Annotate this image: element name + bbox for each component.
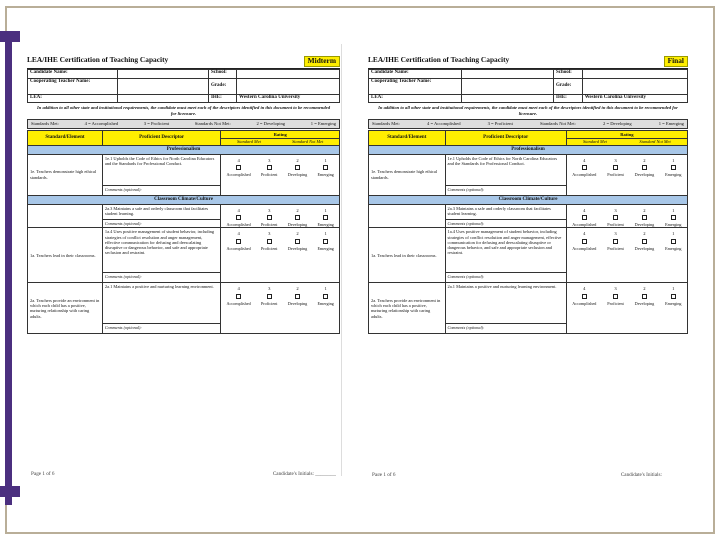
- rating-number: 2: [643, 207, 646, 213]
- standard-cell: [369, 204, 446, 228]
- scale-not-met-label: Standards Not Met:: [539, 121, 576, 127]
- standard-cell: 1e. Teachers demonstrate high ethical standards.: [369, 154, 446, 195]
- footer-page-number: Page 1 of 6: [372, 471, 396, 476]
- rating-number: 1: [324, 207, 327, 213]
- descriptor-cell: [102, 204, 221, 228]
- header-descriptor: Proficient Descriptor: [102, 130, 221, 145]
- rating-number: 3: [614, 207, 617, 213]
- rating-checkbox[interactable]: [236, 294, 241, 299]
- rating-option: [635, 158, 655, 178]
- rating-option: [288, 158, 308, 178]
- rating-number: 4: [583, 231, 586, 237]
- rating-checkbox[interactable]: [671, 215, 676, 220]
- scale-1: 1 = Emerging: [310, 121, 336, 127]
- section-title: Professionalism: [28, 145, 340, 154]
- comments-field[interactable]: Comments (optional):: [103, 185, 221, 195]
- rating-checkbox[interactable]: [236, 215, 241, 220]
- scale-1: 1 = Emerging: [658, 121, 684, 127]
- rating-number: 2: [296, 286, 299, 292]
- descriptor-cell: [102, 154, 221, 195]
- rating-word: Developing: [634, 300, 655, 306]
- rating-word: Accomplished: [572, 172, 597, 178]
- header-standard: Standard/Element: [369, 130, 446, 145]
- rubric-row: [28, 204, 340, 228]
- rating-option: [288, 231, 308, 251]
- rating-checkbox[interactable]: [267, 215, 272, 220]
- rating-word: Developing: [287, 300, 308, 306]
- rating-checkbox[interactable]: [642, 294, 647, 299]
- comments-field[interactable]: Comments (optional):: [103, 323, 221, 333]
- descriptor-text: 1e.1 Upholds the Code of Ethics for North Carolina Educators and the Standards for Professional Conduct.: [447, 155, 558, 167]
- rating-checkbox[interactable]: [267, 239, 272, 244]
- form-badge: Midterm: [304, 56, 340, 67]
- rating-word: Accomplished: [572, 222, 597, 228]
- rubric-table: [368, 130, 688, 334]
- rating-option: [572, 286, 596, 306]
- rating-word: Emerging: [665, 172, 682, 178]
- standard-cell: [28, 204, 103, 228]
- page-footer: [27, 471, 340, 476]
- rating-checkbox[interactable]: [642, 215, 647, 220]
- rating-number: 1: [672, 286, 675, 292]
- ihe-value: Western Carolina University: [237, 94, 340, 103]
- descriptor-text: 1e.1 Upholds the Code of Ethics for North Carolina Educators and the Standards for Professional Conduct.: [104, 155, 215, 167]
- candidate-info-table: [368, 69, 688, 103]
- rating-option: [317, 286, 333, 306]
- descriptor-cell: [445, 154, 566, 195]
- cooperating-teacher-label: Cooperating Teacher Name:: [369, 78, 462, 94]
- rating-number: 3: [614, 231, 617, 237]
- scale-2: 2 = Developing: [603, 121, 632, 127]
- descriptor-cell: [445, 283, 566, 334]
- form-titlebar: [27, 44, 340, 64]
- form-badge: Final: [664, 56, 688, 67]
- rating-option: [317, 231, 333, 251]
- rubric-row: [369, 283, 688, 334]
- rating-checkbox[interactable]: [295, 239, 300, 244]
- rating-option: [607, 158, 624, 178]
- standard-cell: 1a. Teachers lead in their classrooms.: [369, 228, 446, 283]
- accent-bar-left: [5, 31, 12, 505]
- rating-checkbox[interactable]: [323, 215, 328, 220]
- instructions: In addition to all other state and institutional requirements, the candidate must meet each of the descriptors identified in this document to be recommended for licensure.: [37, 105, 330, 116]
- rating-word: Accomplished: [572, 245, 597, 251]
- rating-word: Accomplished: [226, 172, 251, 178]
- page-footer: [368, 472, 688, 476]
- rating-word: Accomplished: [226, 222, 251, 228]
- rating-word: Proficient: [260, 245, 278, 251]
- lea-label: LEA:: [369, 94, 462, 103]
- rating-number: 2: [643, 231, 646, 237]
- rating-option: [635, 231, 655, 251]
- rating-checkbox[interactable]: [642, 165, 647, 170]
- cooperating-teacher-field[interactable]: [461, 78, 554, 94]
- rating-cell: [566, 228, 687, 283]
- rating-number: 2: [643, 286, 646, 292]
- rating-number: 3: [268, 286, 271, 292]
- rating-cell: [221, 154, 340, 195]
- rating-checkbox[interactable]: [613, 215, 618, 220]
- rubric-table: [27, 130, 340, 334]
- page-divider: [341, 44, 342, 476]
- descriptor-cell: [102, 228, 221, 283]
- rating-checkbox[interactable]: [323, 239, 328, 244]
- descriptor-cell: [102, 283, 221, 334]
- rating-checkbox[interactable]: [323, 165, 328, 170]
- rating-word: Developing: [287, 245, 308, 251]
- rating-number: 4: [237, 231, 240, 237]
- scale-3: 3 = Proficient: [487, 121, 513, 127]
- header-descriptor: Proficient Descriptor: [445, 130, 566, 145]
- rating-word: Proficient: [607, 300, 624, 306]
- rating-option: [317, 158, 333, 178]
- rating-number: 2: [296, 157, 299, 163]
- form-title: LEA/IHE Certification of Teaching Capacity: [368, 55, 510, 64]
- header-rating: Rating: [221, 130, 340, 139]
- rubric-row: [28, 283, 340, 334]
- standard-cell: 1a. Teachers lead in their classrooms.: [28, 228, 103, 283]
- rating-checkbox[interactable]: [295, 215, 300, 220]
- accent-bar-bottom: [0, 486, 20, 497]
- rating-number: 1: [324, 286, 327, 292]
- footer-page-number: Page 1 of 6: [31, 470, 55, 476]
- rating-word: Emerging: [665, 222, 682, 228]
- rating-number: 4: [237, 207, 240, 213]
- rating-checkbox[interactable]: [582, 165, 587, 170]
- rating-option: [665, 231, 681, 251]
- rating-number: 4: [583, 157, 586, 163]
- grade-label: Grade:: [554, 78, 583, 94]
- header-rating: Rating: [566, 130, 687, 139]
- ihe-label: IHE:: [554, 94, 583, 103]
- header-standard-not-met: Standard Not Met: [292, 139, 324, 145]
- rating-word: Accomplished: [226, 300, 251, 306]
- comments-field[interactable]: Comments (optional):: [446, 323, 566, 333]
- rating-checkbox[interactable]: [236, 239, 241, 244]
- candidate-name-field[interactable]: [118, 70, 208, 79]
- grade-label: Grade:: [208, 78, 236, 94]
- rating-checkbox[interactable]: [671, 165, 676, 170]
- comments-field[interactable]: Comments (optional):: [446, 272, 566, 282]
- rating-option: [317, 208, 333, 228]
- rating-word: Developing: [634, 245, 655, 251]
- rating-word: Proficient: [260, 300, 278, 306]
- rating-number: 3: [614, 286, 617, 292]
- rating-word: Emerging: [317, 300, 334, 306]
- rating-checkbox[interactable]: [295, 165, 300, 170]
- rating-option: [261, 286, 278, 306]
- lea-field[interactable]: [461, 94, 554, 103]
- candidate-name-field[interactable]: [461, 70, 554, 79]
- rubric-header-row: [369, 130, 688, 139]
- rating-option: [607, 231, 624, 251]
- rating-option: [665, 158, 681, 178]
- header-standard-met: Standard Met: [237, 139, 261, 145]
- rubric-row: [28, 228, 340, 283]
- form-title: LEA/IHE Certification of Teaching Capacity: [27, 55, 169, 64]
- rating-word: Proficient: [260, 172, 278, 178]
- school-field[interactable]: [237, 70, 340, 79]
- rating-option: [607, 208, 624, 228]
- rating-number: 3: [268, 231, 271, 237]
- rubric-header-row: [28, 130, 340, 139]
- rating-number: 1: [672, 231, 675, 237]
- rating-number: 4: [583, 207, 586, 213]
- rating-word: Developing: [634, 172, 655, 178]
- rating-number: 1: [324, 231, 327, 237]
- grade-field[interactable]: [582, 78, 687, 94]
- scale-4: 4 = Accomplished: [427, 121, 461, 127]
- rating-cell: [221, 204, 340, 228]
- rating-word: Emerging: [665, 300, 682, 306]
- section-row: [369, 145, 688, 154]
- scale-3: 3 = Proficient: [143, 121, 170, 127]
- rating-checkbox[interactable]: [323, 294, 328, 299]
- cooperating-teacher-field[interactable]: [118, 78, 208, 94]
- rating-cell: [221, 283, 340, 334]
- comments-field[interactable]: Comments (optional):: [446, 219, 566, 227]
- standard-cell: 2a. Teachers provide an environment in which each child has a positive, nurturing relationship with caring adults.: [28, 283, 103, 334]
- school-field[interactable]: [582, 70, 687, 79]
- rating-option: [227, 208, 251, 228]
- rating-scale: [368, 119, 688, 129]
- rating-number: 3: [614, 157, 617, 163]
- section-title: Classroom Climate/Culture: [28, 195, 340, 204]
- rating-option: [635, 208, 655, 228]
- rating-option: [227, 231, 251, 251]
- scale-4: 4 = Accomplished: [84, 121, 119, 127]
- lea-label: LEA:: [28, 94, 118, 103]
- rubric-row: [28, 154, 340, 195]
- midterm-form-page: [27, 44, 340, 476]
- rating-checkbox[interactable]: [267, 165, 272, 170]
- rating-option: [607, 286, 624, 306]
- rating-number: 1: [324, 157, 327, 163]
- rating-scale: [27, 119, 340, 129]
- descriptor-text: 2a.1 Maintains a positive and nurturing learning environment.: [104, 284, 214, 290]
- candidate-info-table: [27, 69, 340, 103]
- rating-word: Emerging: [317, 172, 334, 178]
- rating-word: Accomplished: [572, 300, 597, 306]
- school-label: School:: [208, 70, 236, 79]
- rating-option: [288, 208, 308, 228]
- rating-word: Emerging: [317, 245, 334, 251]
- scale-not-met-label: Standards Not Met:: [194, 121, 231, 127]
- candidate-name-label: Candidate Name:: [28, 70, 118, 79]
- section-row: [28, 195, 340, 204]
- ihe-label: IHE:: [208, 94, 236, 103]
- descriptor-cell: [445, 204, 566, 228]
- rating-cell: [221, 228, 340, 283]
- rating-number: 4: [583, 286, 586, 292]
- lea-field[interactable]: [118, 94, 208, 103]
- ihe-value: Western Carolina University: [582, 94, 687, 103]
- scale-2: 2 = Developing: [256, 121, 286, 127]
- descriptor-text: 1a.4 Uses positive management of student behavior, including strategies of conflict resolution and anger management, effective communication for defusing and deescalating disruptive or dangerous behavior, and safe and appropriate seclusion and restraint.: [104, 229, 215, 256]
- header-standard: Standard/Element: [28, 130, 103, 145]
- comments-field[interactable]: Comments (optional):: [446, 185, 566, 195]
- final-form-page: [368, 44, 688, 476]
- rating-number: 4: [237, 157, 240, 163]
- standard-cell: 1e. Teachers demonstrate high ethical standards.: [28, 154, 103, 195]
- rating-word: Emerging: [665, 245, 682, 251]
- rating-number: 3: [268, 207, 271, 213]
- standard-cell: 2a. Teachers provide an environment in which each child has a positive, nurturing relationship with caring adults.: [369, 283, 446, 334]
- rating-cell: [566, 204, 687, 228]
- school-label: School:: [554, 70, 583, 79]
- section-title: Professionalism: [369, 145, 688, 154]
- rating-word: Developing: [287, 172, 308, 178]
- rubric-row: [369, 154, 688, 195]
- footer-initials: Candidate's Initials: ________: [272, 470, 336, 476]
- rating-checkbox[interactable]: [267, 294, 272, 299]
- rating-option: [288, 286, 308, 306]
- rating-option: [572, 231, 596, 251]
- rating-option: [261, 208, 278, 228]
- rating-cell: [566, 283, 687, 334]
- rating-checkbox[interactable]: [642, 239, 647, 244]
- header-standard-not-met: Standard Not Met: [639, 139, 671, 145]
- rating-checkbox[interactable]: [295, 294, 300, 299]
- rating-option: [227, 158, 251, 178]
- rating-number: 2: [643, 157, 646, 163]
- rating-number: 2: [296, 231, 299, 237]
- descriptor-text: 2a.3 Maintains a safe and orderly classroom that facilitates student learning.: [104, 205, 209, 217]
- rating-option: [261, 231, 278, 251]
- header-standard-met: Standard Met: [583, 139, 607, 145]
- rating-cell: [566, 154, 687, 195]
- rating-option: [665, 286, 681, 306]
- rating-number: 4: [237, 286, 240, 292]
- rating-number: 2: [296, 207, 299, 213]
- rating-option: [665, 208, 681, 228]
- rating-checkbox[interactable]: [613, 294, 618, 299]
- rating-word: Developing: [287, 222, 308, 228]
- rating-option: [572, 158, 596, 178]
- rating-checkbox[interactable]: [582, 294, 587, 299]
- rating-word: Proficient: [607, 172, 624, 178]
- instructions: In addition to all other state and institutional requirements, the candidate must meet each of the descriptors identified in this document to be recommended for licensure.: [378, 105, 678, 116]
- section-title: Classroom Climate/Culture: [369, 195, 688, 204]
- candidate-name-label: Candidate Name:: [369, 70, 462, 79]
- section-row: [369, 195, 688, 204]
- scale-met-label: Standards Met:: [31, 121, 59, 127]
- rating-option: [572, 208, 596, 228]
- rating-checkbox[interactable]: [671, 239, 676, 244]
- rating-option: [261, 158, 278, 178]
- rating-word: Proficient: [607, 222, 624, 228]
- rating-checkbox[interactable]: [671, 294, 676, 299]
- section-row: [28, 145, 340, 154]
- form-titlebar: [368, 44, 688, 64]
- rating-checkbox[interactable]: [582, 239, 587, 244]
- rating-checkbox[interactable]: [582, 215, 587, 220]
- rating-word: Proficient: [260, 222, 278, 228]
- descriptor-text: 1a.4 Uses positive management of student behavior, including strategies of conflict resolution and anger management, effective communication for defusing and deescalating disruptive or dangerous behavior, and safe and appropriate seclusion and restraint.: [447, 229, 562, 256]
- descriptor-text: 2a.1 Maintains a positive and nurturing learning environment.: [447, 284, 557, 290]
- rating-word: Accomplished: [226, 245, 251, 251]
- rating-checkbox[interactable]: [236, 165, 241, 170]
- descriptor-text: 2a.3 Maintains a safe and orderly classroom that facilitates student learning.: [447, 205, 551, 217]
- rating-option: [227, 286, 251, 306]
- rating-number: 3: [268, 157, 271, 163]
- rubric-row: [369, 228, 688, 283]
- rating-checkbox[interactable]: [613, 239, 618, 244]
- rating-number: 1: [672, 207, 675, 213]
- comments-field[interactable]: Comments (optional):: [103, 219, 221, 227]
- scale-met-label: Standards Met:: [372, 121, 400, 127]
- rating-word: Proficient: [607, 245, 624, 251]
- descriptor-cell: [445, 228, 566, 283]
- rating-option: [635, 286, 655, 306]
- rating-word: Emerging: [317, 222, 334, 228]
- cooperating-teacher-label: Cooperating Teacher Name:: [28, 78, 118, 94]
- rating-number: 1: [672, 157, 675, 163]
- rating-word: Developing: [634, 222, 655, 228]
- footer-initials: Candidate's Initials: ________: [620, 471, 684, 476]
- grade-field[interactable]: [237, 78, 340, 94]
- rubric-row: [369, 204, 688, 228]
- rating-checkbox[interactable]: [613, 165, 618, 170]
- comments-field[interactable]: Comments (optional):: [103, 272, 221, 282]
